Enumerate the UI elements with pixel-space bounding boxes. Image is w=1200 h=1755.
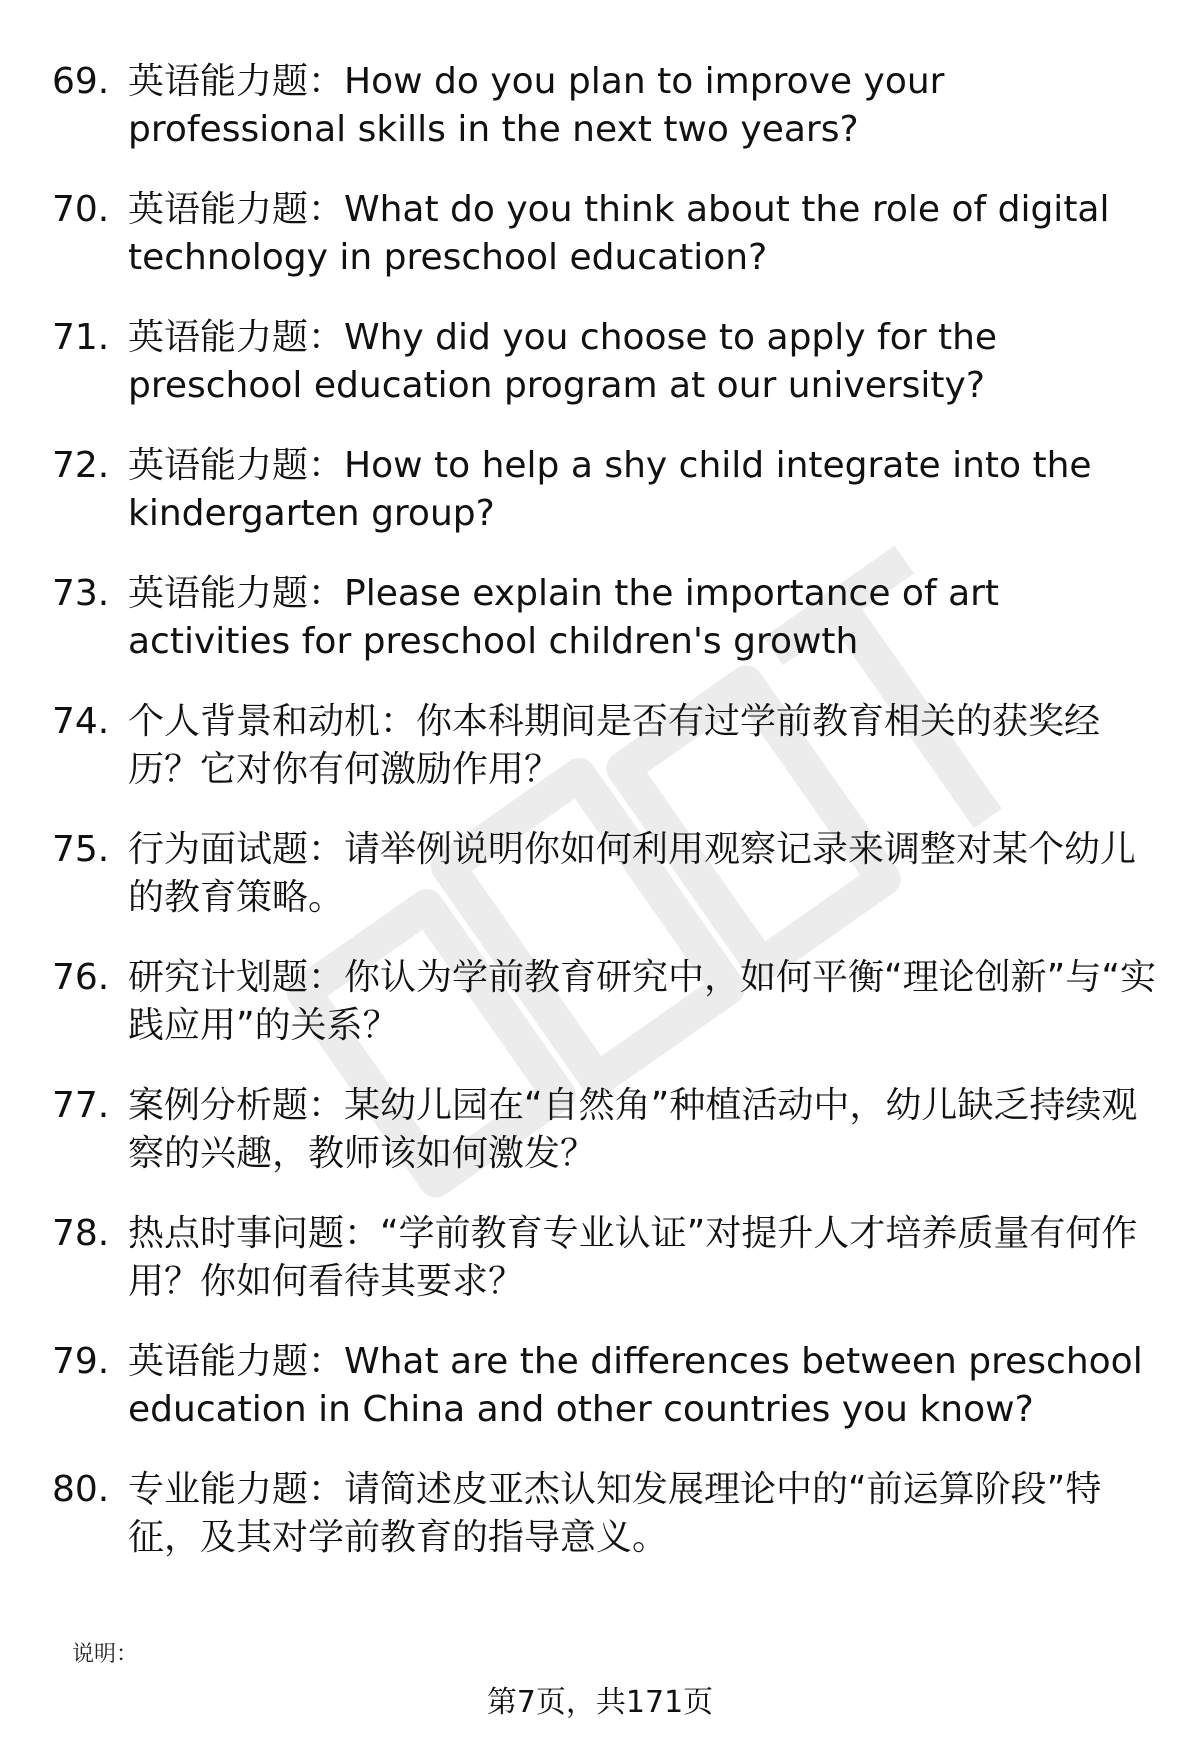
question-text: Please explain the importance of art activities for preschool children's growth <box>128 573 1000 662</box>
question-body <box>128 1210 1162 1306</box>
question-category: 英语能力题： <box>128 445 345 486</box>
question-text: Why did you choose to apply for the preschool education program at our university? <box>128 317 998 406</box>
question-category: 英语能力题： <box>128 317 345 358</box>
question-text: 你本科期间是否有过学前教育相关的获奖经历？它对你有何激励作用？ <box>128 701 1101 790</box>
question-item <box>52 570 1162 666</box>
question-number: 76. <box>52 957 110 998</box>
question-category: 个人背景和动机： <box>128 701 417 742</box>
question-number: 80. <box>52 1469 110 1510</box>
question-number: 79. <box>52 1341 110 1382</box>
question-category: 英语能力题： <box>128 61 345 102</box>
question-text: 请举例说明你如何利用观察记录来调整对某个幼儿的教育策略。 <box>128 829 1137 918</box>
question-category: 专业能力题： <box>128 1469 345 1510</box>
question-category: 案例分析题： <box>128 1085 345 1126</box>
question-body <box>128 1338 1162 1434</box>
question-body <box>128 58 1162 154</box>
question-category: 热点时事问题： <box>128 1213 381 1254</box>
question-body <box>128 1082 1162 1178</box>
question-body <box>128 698 1162 794</box>
question-category: 英语能力题： <box>128 1341 345 1382</box>
question-body <box>128 314 1162 410</box>
question-item <box>52 58 1162 154</box>
question-number: 73. <box>52 573 110 614</box>
question-body <box>128 954 1162 1050</box>
question-item <box>52 186 1162 282</box>
question-item <box>52 826 1162 922</box>
question-item <box>52 1082 1162 1178</box>
question-list <box>52 58 1162 1594</box>
question-item <box>52 1210 1162 1306</box>
page-footer: 第7页，共171页 <box>486 1685 714 1720</box>
question-number: 75. <box>52 829 110 870</box>
question-number: 72. <box>52 445 110 486</box>
question-number: 77. <box>52 1085 110 1126</box>
question-item <box>52 1338 1162 1434</box>
question-category: 英语能力题： <box>128 573 345 614</box>
question-text: 你认为学前教育研究中，如何平衡“理论创新”与“实践应用”的关系？ <box>128 957 1156 1046</box>
question-body <box>128 826 1162 922</box>
question-text: What are the differences between preschool education in China and other countries you know? <box>128 1341 1143 1430</box>
question-number: 78. <box>52 1213 110 1254</box>
question-item <box>52 442 1162 538</box>
question-text: 请简述皮亚杰认知发展理论中的“前运算阶段”特征，及其对学前教育的指导意义。 <box>128 1469 1102 1558</box>
question-text: How do you plan to improve your professional skills in the next two years? <box>128 61 945 150</box>
question-text: 某幼儿园在“自然角”种植活动中，幼儿缺乏持续观察的兴趣，教师该如何激发？ <box>128 1085 1138 1174</box>
question-number: 69. <box>52 61 110 102</box>
question-item <box>52 1466 1162 1562</box>
question-item <box>52 314 1162 410</box>
question-text: How to help a shy child integrate into the kindergarten group? <box>128 445 1092 534</box>
question-body <box>128 1466 1162 1562</box>
question-item <box>52 954 1162 1050</box>
note-label: 说明： <box>72 1642 139 1667</box>
question-number: 74. <box>52 701 110 742</box>
question-number: 70. <box>52 189 110 230</box>
question-category: 行为面试题： <box>128 829 345 870</box>
question-body <box>128 570 1162 666</box>
question-text: What do you think about the role of digital technology in preschool education? <box>128 189 1110 278</box>
question-number: 71. <box>52 317 110 358</box>
question-category: 英语能力题： <box>128 189 345 230</box>
question-category: 研究计划题： <box>128 957 345 998</box>
question-text: “学前教育专业认证”对提升人才培养质量有何作用？你如何看待其要求？ <box>128 1213 1138 1302</box>
question-item <box>52 698 1162 794</box>
question-body <box>128 442 1162 538</box>
question-body <box>128 186 1162 282</box>
